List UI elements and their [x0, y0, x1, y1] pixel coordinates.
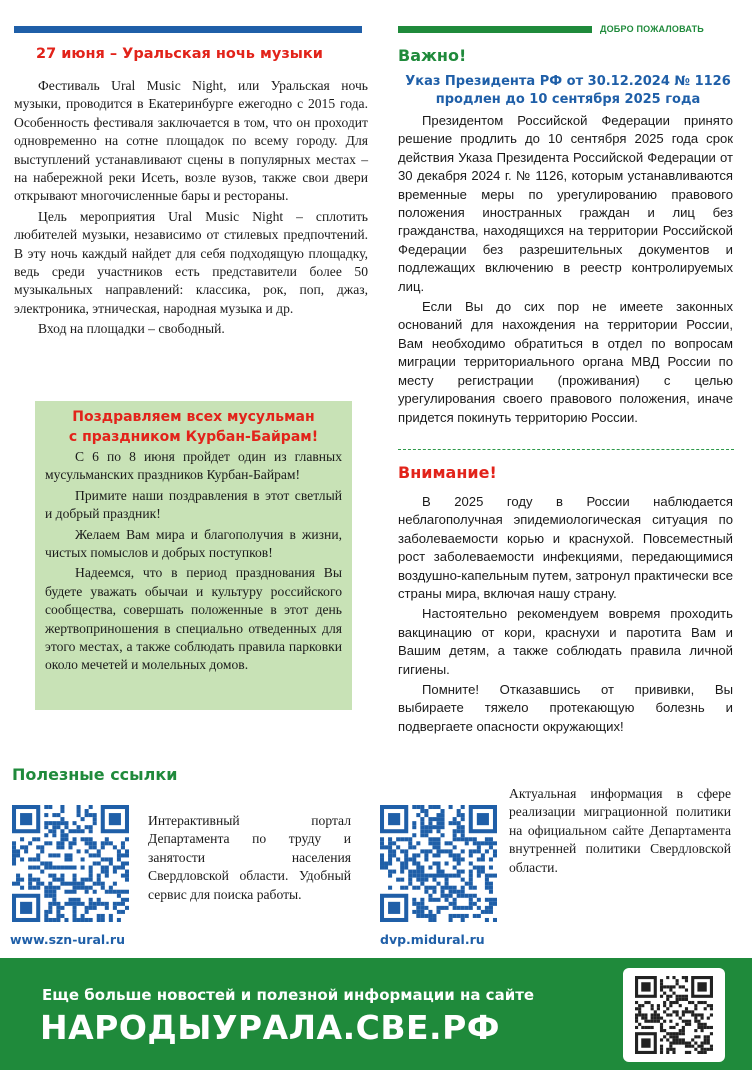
- attention-paragraph: В 2025 году в России наблюдается неблагополучная эпидемиологическая ситуация по заболеваемости корью и краснухой. Повсеместный рост заболеваемости инфекциями, передающимися воздушно-капельным путем, затронул практически все страны мира, включая нашу страну.: [398, 494, 733, 602]
- attention-title: Внимание!: [398, 463, 497, 482]
- footer-tagline: Еще больше новостей и полезной информации на сайте: [42, 986, 535, 1004]
- music-paragraph: Вход на площадки – свободный.: [38, 321, 225, 337]
- footer-banner: [0, 958, 752, 1070]
- attention-paragraph: Помните! Отказавшись от прививки, Вы выбираете тяжело протекающую болезнь и подвергаете опасности окружающих!: [398, 682, 733, 734]
- footer-site-name[interactable]: НАРОДЫУРАЛА.СВЕ.РФ: [40, 1008, 500, 1047]
- eid-paragraph: Желаем Вам мира и благополучия в жизни, чистых помыслов и добрых поступков!: [45, 526, 342, 561]
- eid-greeting-box: [35, 401, 352, 710]
- dvp-link-url[interactable]: dvp.midural.ru: [380, 932, 485, 947]
- important-paragraph: Если Вы до сих пор не имеете законных оснований для нахождения на территории России, Вам необходимо обратиться в отдел по вопросам миграции территориального органа МВД России по месту регистрации (проживания) с целью урегулирования своего правового положения, иначе придется покинуть территорию России.: [398, 299, 733, 425]
- music-article: [14, 77, 368, 341]
- dvp-qr-code-icon[interactable]: [380, 805, 497, 922]
- welcome-label: ДОБРО ПОЖАЛОВАТЬ: [600, 24, 704, 34]
- decree-subtitle-line1: Указ Президента РФ от 30.12.2024 № 1126: [405, 74, 731, 89]
- header-green-bar: [398, 26, 592, 33]
- eid-paragraph: Примите наши поздравления в этот светлый и добрый праздник!: [45, 487, 342, 522]
- music-title: 27 июня – Уральская ночь музыки: [36, 46, 323, 62]
- szn-link-description: Интерактивный портал Департамента по труду и занятости населения Свердловской области. Удобный сервис для поиска работы.: [148, 813, 351, 902]
- music-paragraph: Фестиваль Ural Music Night, или Уральская ночь музыки, проводится в Екатеринбурге ежегодно с 2015 года. Особенность фестиваля заключается в том, что он проходит одновременно на сотне площадок по всему городу. Для выступлений устанавливают сцены в популярных местах – на набережной реки Исеть, возле вузов, также свои двери открывают многочисленные бары и рестораны.: [14, 78, 368, 204]
- eid-title-line2: с праздником Курбан-Байрам!: [68, 429, 319, 445]
- links-title: Полезные ссылки: [12, 765, 178, 784]
- important-article: [398, 112, 733, 429]
- section-divider: [398, 449, 734, 450]
- szn-qr-code-icon[interactable]: [12, 805, 129, 922]
- important-paragraph: Президентом Российской Федерации принято решение продлить до 10 сентября 2025 года срок действия Указа Президента Российской Федерации от 30 декабря 2024 г. № 1126, которым устанавливаются временные меры по урегулированию правового положения иностранных граждан и лиц без гражданства, находящихся на территории Российской Федерации без разрешительных документов и подлежащих включению в реестр контролируемых лиц.: [398, 113, 733, 294]
- important-title: Важно!: [398, 46, 467, 65]
- music-paragraph: Цель мероприятия Ural Music Night – сплотить любителей музыки, независимо от стилевых предпочтений. В эту ночь каждый найдет для себя подходящую площадку, ведь среди участников есть представители более 50 музыкальных направлений: классика, рок, поп, джаз, электроника, этническая, народная музыка и др.: [14, 208, 368, 316]
- eid-title-line1: Поздравляем всех мусульман: [72, 409, 315, 425]
- dvp-link-description: Актуальная информация в сфере реализации миграционной политики на официальном сайте Департамента внутренней политики Свердловской области.: [509, 786, 731, 875]
- decree-subtitle: [398, 73, 738, 109]
- attention-paragraph: Настоятельно рекомендуем вовремя проходить вакцинацию от кори, краснухи и паротита Вам и Вашим детям, а также соблюдать правила личной гигиены.: [398, 606, 733, 677]
- decree-subtitle-line2: продлен до 10 сентября 2025 года: [435, 92, 701, 107]
- szn-link-url[interactable]: www.szn-ural.ru: [10, 932, 125, 947]
- eid-paragraph: С 6 по 8 июня пройдет один из главных мусульманских праздников Курбан-Байрам!: [45, 449, 342, 483]
- eid-paragraph: Надеемся, что в период празднования Вы будете уважать обычаи и культуру российского сообщества, совершать положенные в этот день жертвоприношения в специально отведенных для этого местах, а также соблюдать правила парковки около мечетей и молельных домов.: [45, 565, 342, 673]
- footer-qr-code-icon[interactable]: [623, 968, 725, 1062]
- header-blue-bar: [14, 26, 362, 33]
- eid-text: [45, 448, 342, 675]
- attention-article: [398, 493, 733, 738]
